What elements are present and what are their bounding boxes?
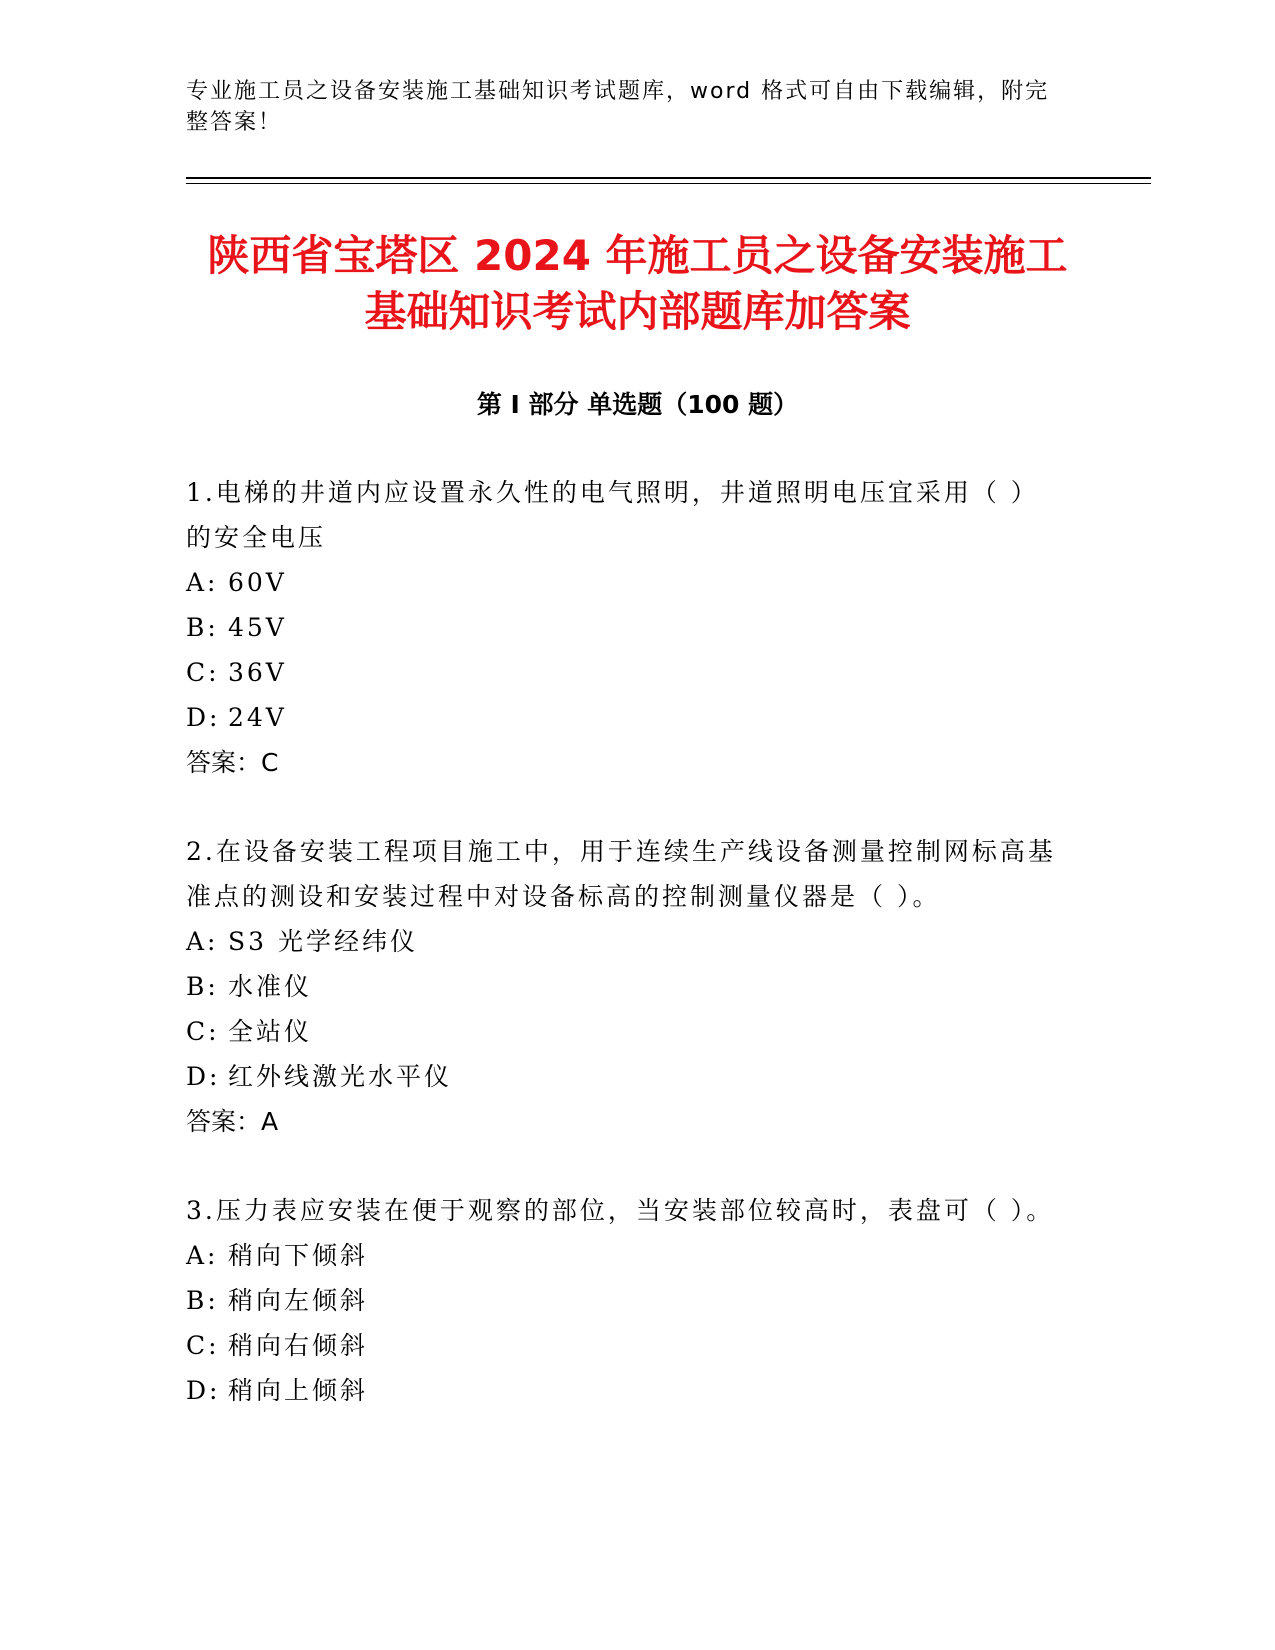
option-d [186,1368,1066,1413]
option-text: 稍向下倾斜 [228,1241,369,1270]
option-letter: A: [186,568,219,597]
header-divider-thin [186,183,1151,184]
option-letter: C: [186,658,220,687]
option-letter: B: [186,972,219,1001]
option-letter: B: [186,1286,219,1315]
option-letter: D: [186,703,221,732]
option-d [186,1054,1066,1099]
option-text: 全站仪 [228,1017,313,1046]
option-text: 水准仪 [228,972,313,1001]
header-divider-thick [186,177,1151,179]
option-text: 60V [228,568,287,597]
option-text: 稍向右倾斜 [228,1331,369,1360]
option-letter: A: [186,1241,219,1270]
option-letter: B: [186,613,219,642]
option-b [186,1278,1066,1323]
answer: 答案：C [186,748,279,777]
answer: 答案：A [186,1107,279,1136]
question-stem: 2.在设备安装工程项目施工中，用于连续生产线设备测量控制网标高基准点的测设和安装过程中对设备标高的控制测量仪器是（ ）。 [186,837,1056,911]
question-1 [186,470,1066,785]
section-title: 第 I 部分 单选题（100 题） [476,390,799,419]
option-b [186,964,1066,1009]
option-c [186,1009,1066,1054]
option-c [186,650,1066,695]
document-title-line-1: 陕西省宝塔区 2024 年施工员之设备安装施工 [207,231,1068,280]
option-text: S3 光学经纬仪 [228,927,418,956]
option-text: 稍向上倾斜 [228,1376,369,1405]
question-stem: 1.电梯的井道内应设置永久性的电气照明，井道照明电压宜采用（ ）的安全电压 [186,478,1039,552]
option-b [186,605,1066,650]
option-c [186,1323,1066,1368]
option-letter: A: [186,927,219,956]
document-title [160,228,1115,340]
option-letter: D: [186,1062,221,1091]
option-text: 红外线激光水平仪 [228,1062,453,1091]
option-letter: D: [186,1376,221,1405]
option-text: 36V [228,658,287,687]
option-a [186,919,1066,964]
document-title-line-2: 基础知识考试内部题库加答案 [364,287,911,336]
option-a [186,560,1066,605]
option-letter: C: [186,1331,220,1360]
question-2 [186,829,1066,1144]
option-a [186,1233,1066,1278]
question-list [186,470,1066,1457]
question-3 [186,1188,1066,1413]
option-text: 24V [228,703,287,732]
header-note: 专业施工员之设备安装施工基础知识考试题库，word 格式可自由下载编辑，附完整答案！ [186,79,1050,135]
option-text: 45V [228,613,287,642]
option-text: 稍向左倾斜 [228,1286,369,1315]
option-d [186,695,1066,740]
option-letter: C: [186,1017,220,1046]
question-stem: 3.压力表应安装在便于观察的部位，当安装部位较高时，表盘可（ ）。 [186,1196,1055,1225]
